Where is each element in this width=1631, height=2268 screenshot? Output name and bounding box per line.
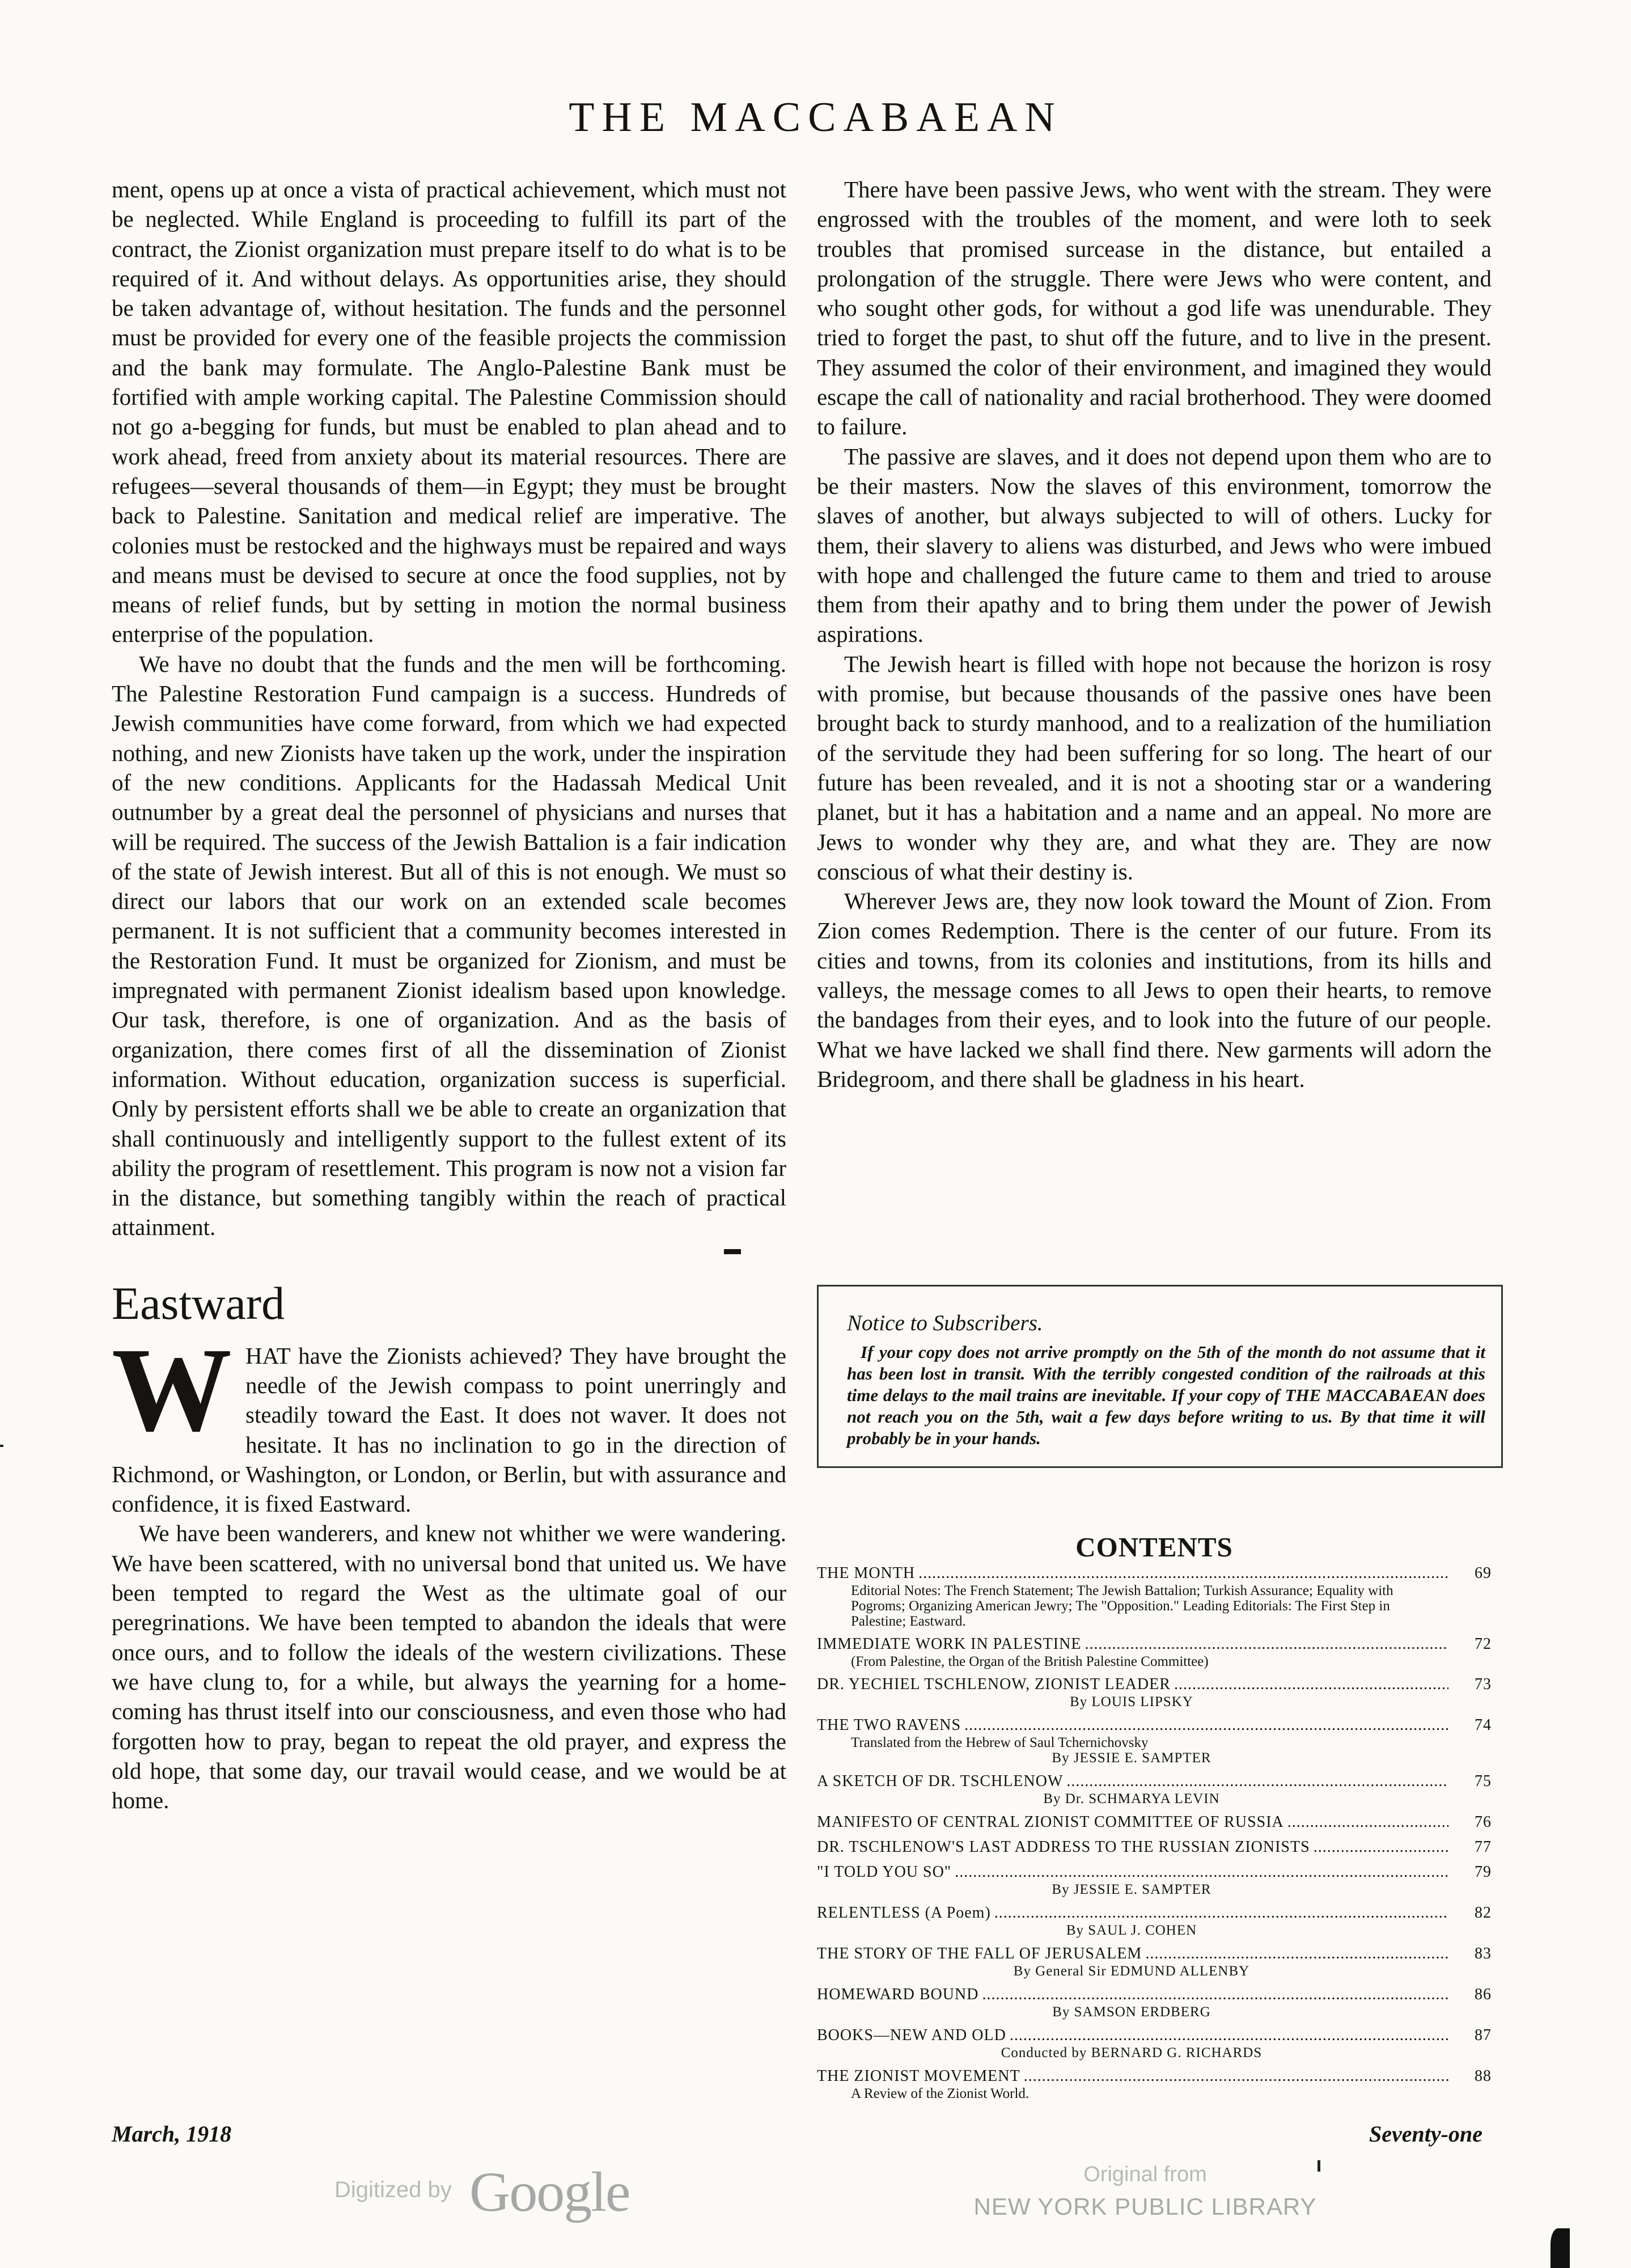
section-title-eastward: Eastward — [112, 1277, 285, 1329]
toc-row — [817, 1903, 1492, 1923]
drop-cap: W — [112, 1322, 232, 1456]
left-paragraph-1: ment, opens up at once a vista of practical achievement, which must not be neglected. While England is proceeding to fulfill its part of the contract, the Zionist organization must prepare itself to do what is to be required of it. And without delays. As opportunities arise, they should be taken advantage of, without hesitation. The funds and the personnel must be provided for every one of the feasible projects the commission and the bank may formulate. The Anglo-Palestine Bank must be fortified with ample working capital. The Palestine Commission should not go a-begging for funds, but must be enabled to plan ahead and to work ahead, freed from anxiety about its material resources. There are refugees—several thousands of them—in Egypt; they must be brought back to Palestine. Sanitation and medical relief are imperative. The colonies must be restocked and the highways must be repaired and ways and means must be devised to secure at once the food supplies, not by means of relief funds, but by setting in motion the normal business enterprise of the population. — [112, 176, 786, 648]
toc-entry-description: A Review of the Zionist World. — [851, 2086, 1030, 2101]
toc-page-number: 72 — [1475, 1635, 1492, 1653]
issue-date: March, 1918 — [112, 2121, 232, 2147]
toc-row — [817, 1813, 1492, 1832]
toc-entry — [817, 1838, 1492, 1857]
toc-leader-dots — [964, 1716, 1448, 1735]
right-paragraph-3: The Jewish heart is filled with hope not because the horizon is rosy with promise, but because thousands of the passive ones have been brought back to sturdy manhood, and to a realization of the humiliation of the servitude they had been suffering for so long. The heart of our future has been revealed, and it is not a shooting star or a wandering planet, but it has a habitation and a name and an appeal. No more are Jews to wonder why they are, and what they are. They are now conscious of what their destiny is. — [817, 650, 1492, 885]
library-name: NEW YORK PUBLIC LIBRARY — [973, 2193, 1317, 2220]
toc-leader-dots — [1024, 2067, 1448, 2086]
toc-row — [817, 1985, 1492, 2004]
toc-entry-title: BOOKS—NEW AND OLD — [817, 2026, 1006, 2044]
toc-entry-description: Translated from the Hebrew of Saul Tchernichovsky — [851, 1735, 1149, 1750]
toc-leader-dots — [1145, 1944, 1448, 1964]
toc-entry — [817, 2067, 1492, 2101]
toc-entry-title: DR. TSCHLENOW'S LAST ADDRESS TO THE RUSSIAN ZIONISTS — [817, 1838, 1310, 1856]
toc-entry-title: DR. YECHIEL TSCHLENOW, ZIONIST LEADER — [817, 1675, 1171, 1693]
print-speck — [1317, 2160, 1320, 2172]
toc-entry-byline: By JESSIE E. SAMPTER — [1052, 1882, 1211, 1897]
toc-entry-description: Editorial Notes: The French Statement; The Jewish Battalion; Turkish Assurance; Equality with Pogroms; Organizing American Jewry; The "Opposition." Leading Editorials: The First Step in Palestine; Eastward. — [851, 1583, 1393, 1629]
toc-row — [817, 1772, 1492, 1791]
toc-entry-description: (From Palestine, the Organ of the British Palestine Committee) — [851, 1654, 1209, 1669]
toc-entry-title: IMMEDIATE WORK IN PALESTINE — [817, 1635, 1082, 1653]
toc-leader-dots — [955, 1863, 1448, 1882]
toc-entry — [817, 1813, 1492, 1832]
toc-entry — [817, 1985, 1492, 2020]
toc-entry — [817, 1635, 1492, 1669]
toc-entry — [817, 1772, 1492, 1807]
toc-row — [817, 1675, 1492, 1694]
left-paragraph-2: We have no doubt that the funds and the men will be forthcoming. The Palestine Restoration Fund campaign is a success. Hundreds of Jewish communities have come forward, from which we had expected nothing, and new Zionists have taken up the work, under the inspiration of the new conditions. Applicants for the Hadassah Medical Unit outnumber by a great deal the personnel of physicians and nurses that will be required. The success of the Jewish Battalion is a fair indication of the state of Jewish interest. But all of this is not enough. We must so direct our labors that our work on an extended scale becomes permanent. It is not sufficient that a community becomes interested in the Restoration Fund. It must be organized for Zionism, and must be impregnated with permanent Zionist idealism based upon knowledge. Our task, therefore, is one of organization. And as the basis of organization, there comes first of all the dissemination of Zionist information. Without education, organization success is superficial. Only by persistent efforts shall we be able to create an organization that shall continuously and intelligently support to the fullest extent of its ability the program of resettlement. This program is now not a vision far in the distance, but something tangibly within the reach of practical attainment. — [112, 650, 786, 1241]
toc-entry-byline: By General Sir EDMUND ALLENBY — [1013, 1964, 1250, 1979]
toc-entry — [817, 1675, 1492, 1710]
toc-entry — [817, 1903, 1492, 1939]
toc-leader-dots — [994, 1903, 1448, 1923]
toc-row — [817, 1564, 1492, 1583]
toc-page-number: 79 — [1475, 1863, 1492, 1881]
toc-row — [817, 1863, 1492, 1882]
toc-leader-dots — [982, 1985, 1448, 2004]
eastward-paragraph-1-text: HAT have the Zionists achieved? They have brought the needle of the Jewish compass to point unerringly and steadily toward the East. It does not waver. It does not hesitate. It has no inclination to go in the direction of Richmond, or Washington, or London, or Berlin, but with assurance and confidence, it is fixed Eastward. — [112, 1342, 786, 1517]
toc-page-number: 86 — [1475, 1986, 1492, 2003]
masthead-title: THE MACCABAEAN — [569, 94, 1062, 141]
toc-page-number: 88 — [1475, 2067, 1492, 2085]
toc-row — [817, 1635, 1492, 1654]
left-column — [112, 175, 786, 1815]
contents-heading: CONTENTS — [1075, 1531, 1233, 1563]
toc-page-number: 77 — [1475, 1838, 1492, 1856]
toc-entry-byline: By LOUIS LIPSKY — [1070, 1694, 1193, 1710]
toc-leader-dots — [1174, 1675, 1448, 1694]
toc-row — [817, 1944, 1492, 1964]
right-paragraph-1: There have been passive Jews, who went with the stream. They were engrossed with the troubles of the moment, and were loth to seek troubles that promised surcease in the distance, but entailed a prolongation of the struggle. There were Jews who were content, and who sought other gods, for without a god life was unendurable. They tried to forget the past, to shut off the future, and to live in the present. They assumed the color of their environment, and imagined they would escape the call of nationality and racial brotherhood. They were doomed to failure. — [817, 176, 1492, 440]
toc-entry-title: THE MONTH — [817, 1564, 916, 1582]
toc-entry-byline: Conducted by BERNARD G. RICHARDS — [1001, 2045, 1263, 2060]
toc-page-number: 73 — [1475, 1675, 1492, 1693]
toc-entry — [817, 1863, 1492, 1898]
toc-leader-dots — [1084, 1635, 1448, 1654]
toc-entry-title: THE ZIONIST MOVEMENT — [817, 2067, 1020, 2085]
digitized-by-label: Digitized by — [334, 2177, 452, 2202]
toc-entry-byline: By JESSIE E. SAMPTER — [1052, 1750, 1211, 1766]
toc-entry-byline: By SAUL J. COHEN — [1066, 1923, 1197, 1938]
toc-leader-dots — [1010, 2026, 1448, 2045]
toc-page-number: 74 — [1475, 1716, 1492, 1734]
toc-row — [817, 2026, 1492, 2045]
toc-leader-dots — [1066, 1772, 1448, 1791]
toc-page-number: 69 — [1475, 1564, 1492, 1582]
toc-row — [817, 1838, 1492, 1857]
toc-page-number: 76 — [1475, 1813, 1492, 1831]
toc-entry-byline: By Dr. SCHMARYA LEVIN — [1043, 1791, 1220, 1806]
notice-box — [817, 1285, 1503, 1468]
toc-leader-dots — [918, 1564, 1448, 1583]
toc-page-number: 87 — [1475, 2026, 1492, 2044]
google-logo: Google — [469, 2160, 630, 2223]
toc-page-number: 83 — [1475, 1945, 1492, 1962]
toc-row — [817, 2067, 1492, 2086]
toc-page-number: 75 — [1475, 1772, 1492, 1790]
toc-entry — [817, 2026, 1492, 2061]
margin-mark — [0, 1445, 3, 1447]
right-paragraph-4: Wherever Jews are, they now look toward the Mount of Zion. From Zion comes Redemption. There is the center of our future. From its cities and towns, from its colonies and institutions, from its hills and valleys, the message comes to all Jews to open their hearts, to remove the bandages from their eyes, and to look into the future of our people. What we have lacked we shall find there. New garments will adorn the Bridegroom, and there shall be gladness in his heart. — [817, 888, 1492, 1092]
toc-entry-title: A SKETCH OF DR. TSCHLENOW — [817, 1772, 1064, 1790]
toc-leader-dots — [1314, 1838, 1448, 1857]
toc-entry-title: MANIFESTO OF CENTRAL ZIONIST COMMITTEE OF RUSSIA — [817, 1813, 1284, 1831]
right-paragraph-2: The passive are slaves, and it does not depend upon them who are to be their masters. Now the slaves of this environment, tomorrow the slaves of another, but always subjected to will of others. Lucky for them, their slavery to aliens was disturbed, and Jews who were imbued with hope and challenged the future came to them and tried to arouse them from their apathy and to bring them under the power of Jewish aspirations. — [817, 443, 1492, 648]
page-edge-mark — [1550, 2228, 1570, 2268]
toc-entry-title: "I TOLD YOU SO" — [817, 1863, 952, 1881]
toc-entry — [817, 1716, 1492, 1766]
toc-entry-title: RELENTLESS (A Poem) — [817, 1904, 991, 1922]
eastward-paragraph-2: We have been wanderers, and knew not whither we were wandering. We have been scattered, with no universal bond that united us. We have been tempted to regard the West as the ultimate goal of our peregrinations. We have been tempted to abandon the ideals that were once ours, and to follow the ideals of the western civilizations. These we have clung to, for a while, but always the yearning for a home-coming has thrust itself into our consciousness, and even those who had forgotten how to pray, began to repeat the old prayer, and express the old hope, that some day, our travail would cease, and we would be at home. — [112, 1520, 786, 1814]
table-of-contents — [817, 1564, 1492, 2107]
toc-leader-dots — [1287, 1813, 1448, 1832]
notice-title: Notice to Subscribers. — [847, 1311, 1043, 1335]
toc-entry-title: THE STORY OF THE FALL OF JERUSALEM — [817, 1945, 1142, 1962]
notice-body: If your copy does not arrive promptly on the 5th of the month do not assume that it has been lost in transit. With the terribly congested condition of the railroads at this time delays to the mail trains are inevitable. If your copy of THE MACCABAEAN does not reach you on the 5th, wait a few days before writing to us. By that time it will probably be in your hands. — [847, 1342, 1485, 1448]
toc-page-number: 82 — [1475, 1904, 1492, 1922]
toc-entry — [817, 1944, 1492, 1979]
section-divider-mark: ▬ — [724, 1239, 741, 1258]
toc-entry-title: HOMEWARD BOUND — [817, 1986, 979, 2003]
right-column — [817, 175, 1492, 1094]
toc-entry — [817, 1564, 1492, 1629]
toc-entry-title: THE TWO RAVENS — [817, 1716, 961, 1734]
page-number-words: Seventy-one — [1369, 2121, 1482, 2147]
toc-entry-byline: By SAMSON ERDBERG — [1052, 2004, 1211, 2020]
original-from-label: Original from — [1083, 2163, 1207, 2186]
toc-row — [817, 1716, 1492, 1735]
eastward-paragraph-1 — [112, 1322, 786, 1519]
